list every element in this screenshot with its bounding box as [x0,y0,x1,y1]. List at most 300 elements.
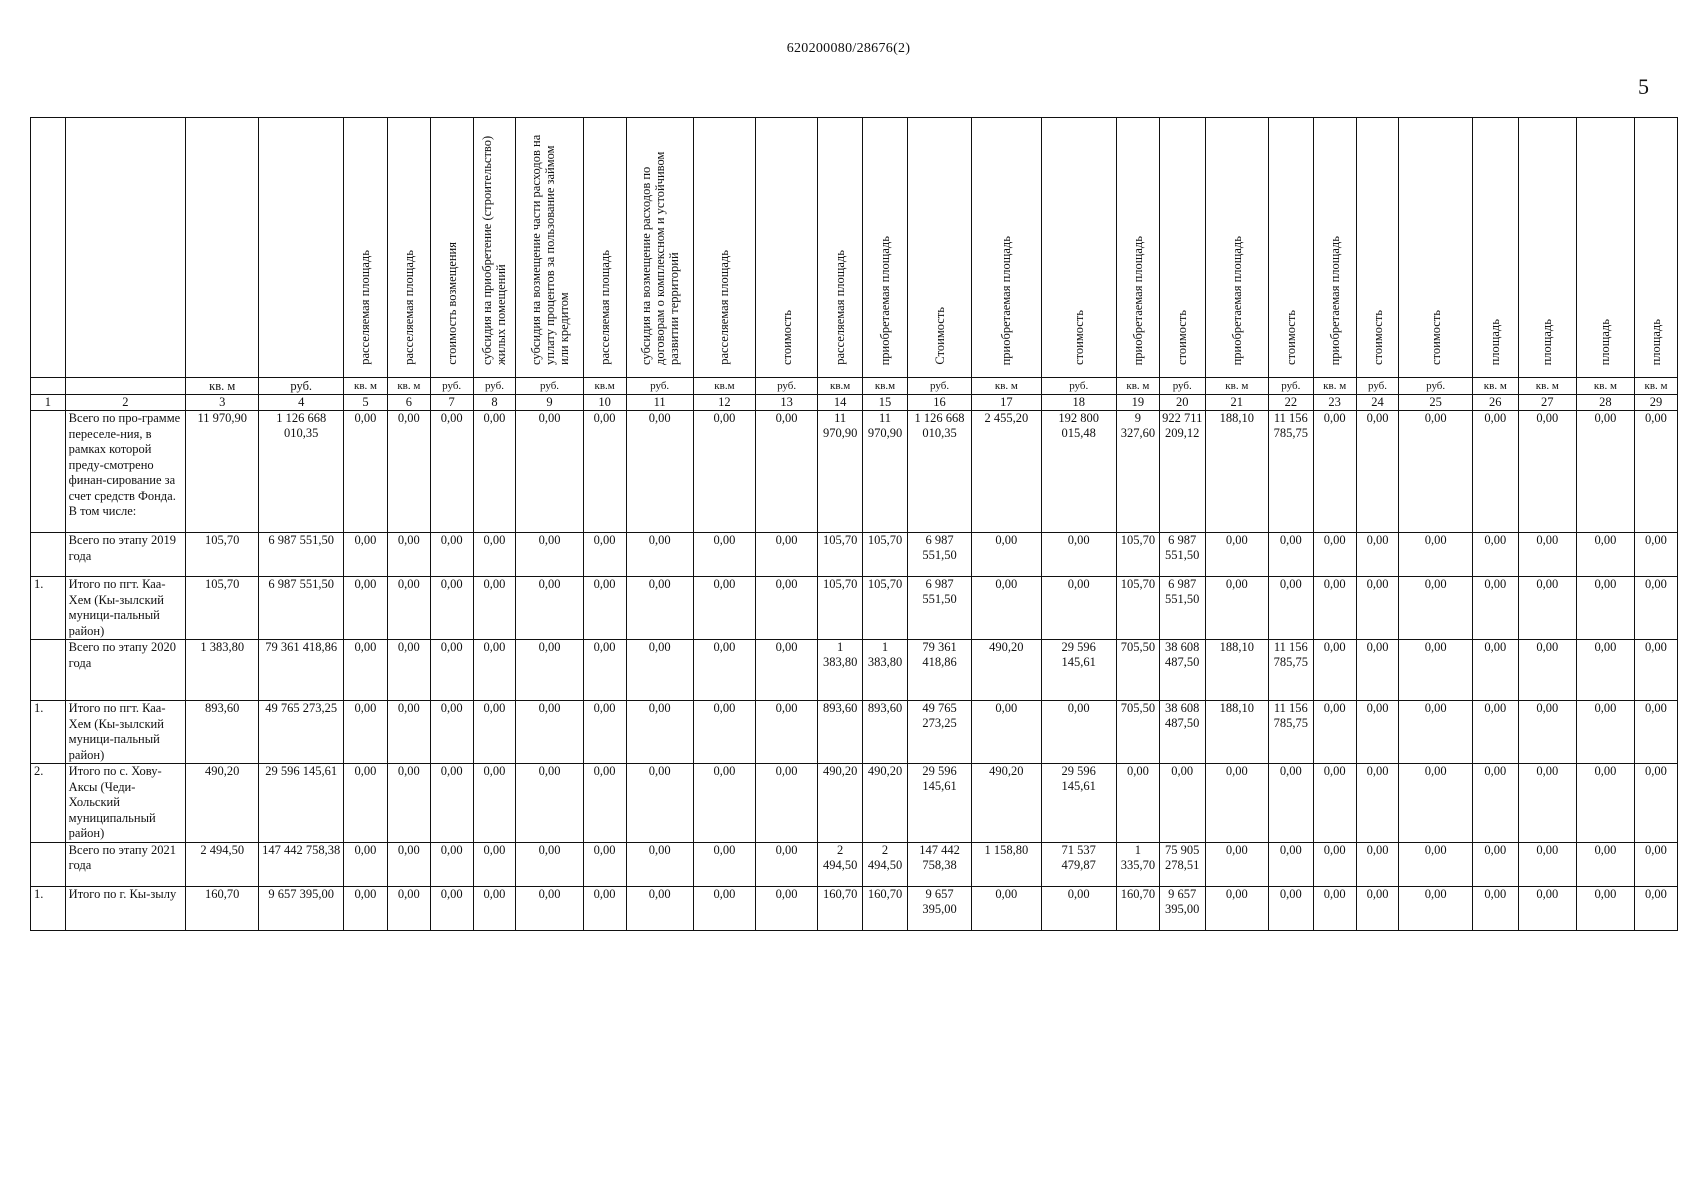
column-header-label: приобретаемая площадь [1327,235,1342,365]
table-cell: 0,00 [756,842,818,886]
table-cell: 105,70 [863,533,908,577]
unit-cell: руб. [259,378,344,395]
table-cell: 0,00 [473,411,516,533]
table-cell: 38 608 487,50 [1159,640,1205,701]
unit-cell: руб. [1399,378,1472,395]
table-cell: 0,00 [516,411,583,533]
table-cell: 2 494,50 [818,842,863,886]
column-number-cell: 22 [1268,395,1313,411]
row-description-cell: Всего по про-грамме переселе-ния, в рамках которой преду-смотрено финан-сирование за счет средств Фонда. В том числе: [65,411,185,533]
table-cell: 0,00 [387,533,430,577]
table-cell: 0,00 [1472,764,1518,843]
column-number-cell: 9 [516,395,583,411]
table-cell: 0,00 [1634,701,1677,764]
column-header-cell [1634,118,1677,378]
column-header-label: приобретаемая площадь [1229,235,1244,365]
table-cell: 0,00 [516,842,583,886]
table-row [31,701,1678,764]
column-number-row [31,395,1678,411]
row-number-cell [31,533,66,577]
column-header-label: субсидия на приобретение (строительство) жилых помещений [480,135,509,365]
table-cell: 0,00 [1518,411,1576,533]
table-cell: 160,70 [1116,886,1159,930]
column-header-label: стоимость [1283,310,1298,365]
unit-cell: руб. [1041,378,1116,395]
table-cell: 0,00 [473,533,516,577]
table-cell: 0,00 [1399,842,1472,886]
table-cell: 0,00 [344,886,388,930]
table-cell: 0,00 [626,701,693,764]
table-cell: 0,00 [583,842,626,886]
table-cell: 1 335,70 [1116,842,1159,886]
unit-cell: кв. м [1634,378,1677,395]
table-cell: 0,00 [756,701,818,764]
table-cell: 0,00 [1268,886,1313,930]
column-number-cell: 12 [693,395,755,411]
table-cell: 0,00 [344,764,388,843]
table-cell: 188,10 [1205,411,1268,533]
table-cell: 49 765 273,25 [907,701,971,764]
table-cell: 0,00 [1268,577,1313,640]
table-cell: 0,00 [1634,533,1677,577]
row-description-cell: Всего по этапу 2019 года [65,533,185,577]
document-number: 620200080/28676(2) [786,41,911,56]
table-cell: 0,00 [473,701,516,764]
column-header-label: расселяемая площадь [717,250,732,365]
table-cell: 0,00 [1576,533,1634,577]
table-cell: 893,60 [186,701,259,764]
table-cell: 0,00 [583,640,626,701]
column-header-label: площадь [1488,318,1503,365]
column-number-cell: 7 [430,395,473,411]
column-number-cell: 27 [1518,395,1576,411]
table-cell: 0,00 [626,764,693,843]
table-cell: 160,70 [818,886,863,930]
table-cell: 0,00 [583,764,626,843]
column-header-cell [259,118,344,378]
table-cell: 0,00 [1399,886,1472,930]
table-row [31,764,1678,843]
column-header-cell [1356,118,1399,378]
table-cell: 0,00 [516,640,583,701]
column-header-cell [430,118,473,378]
unit-cell [65,378,185,395]
table-cell: 0,00 [1634,842,1677,886]
column-number-cell: 23 [1313,395,1356,411]
table-cell: 0,00 [1472,842,1518,886]
column-header-cell [1472,118,1518,378]
table-cell: 0,00 [1576,842,1634,886]
row-description-cell: Итого по пгт. Каа-Хем (Кы-зылский муници-пальный район) [65,701,185,764]
table-cell: 1 383,80 [818,640,863,701]
unit-cell: руб. [430,378,473,395]
row-description-cell: Всего по этапу 2021 года [65,842,185,886]
unit-cell: кв. м [186,378,259,395]
table-cell: 105,70 [1116,577,1159,640]
table-cell: 0,00 [1313,640,1356,701]
table-cell: 0,00 [1576,411,1634,533]
column-header-cell [1041,118,1116,378]
table-cell: 0,00 [1313,886,1356,930]
table-cell: 0,00 [430,886,473,930]
column-number-cell: 3 [186,395,259,411]
table-cell: 0,00 [1634,640,1677,701]
table-cell: 11 156 785,75 [1268,701,1313,764]
table-cell: 0,00 [1399,640,1472,701]
table-cell: 0,00 [344,533,388,577]
table-cell: 75 905 278,51 [1159,842,1205,886]
table-cell: 147 442 758,38 [259,842,344,886]
table-cell: 0,00 [430,640,473,701]
table-cell: 0,00 [344,701,388,764]
table-cell: 0,00 [1205,533,1268,577]
table-cell: 1 126 668 010,35 [907,411,971,533]
column-number-cell: 11 [626,395,693,411]
table-cell: 0,00 [430,577,473,640]
table-cell: 0,00 [1268,533,1313,577]
column-number-cell: 13 [756,395,818,411]
table-cell: 0,00 [1576,886,1634,930]
table-cell: 105,70 [818,577,863,640]
table-cell: 0,00 [516,886,583,930]
table-cell: 0,00 [1356,533,1399,577]
table-cell: 11 156 785,75 [1268,411,1313,533]
table-cell: 0,00 [756,533,818,577]
table-cell: 0,00 [972,886,1041,930]
unit-cell: кв. м [387,378,430,395]
column-header-label: приобретаемая площадь [999,235,1014,365]
table-cell: 0,00 [1472,640,1518,701]
column-header-label: субсидия на возмещение расходов по договорам о комплексном и устойчивом развитии территорий [638,151,681,365]
unit-cell: кв.м [583,378,626,395]
column-header-cell [387,118,430,378]
table-cell: 0,00 [1634,411,1677,533]
table-cell: 2 494,50 [186,842,259,886]
column-number-cell: 21 [1205,395,1268,411]
table-cell: 9 657 395,00 [259,886,344,930]
column-number-cell: 19 [1116,395,1159,411]
column-header-label: приобретаемая площадь [1130,235,1145,365]
table-cell: 0,00 [972,577,1041,640]
table-cell: 0,00 [473,842,516,886]
column-number-cell: 16 [907,395,971,411]
table-cell: 0,00 [387,640,430,701]
table-cell: 49 765 273,25 [259,701,344,764]
table-cell: 0,00 [583,533,626,577]
table-cell: 0,00 [583,701,626,764]
table-cell: 6 987 551,50 [259,533,344,577]
table-cell: 0,00 [1356,764,1399,843]
table-cell: 0,00 [1356,842,1399,886]
table-cell: 188,10 [1205,701,1268,764]
table-cell: 0,00 [626,842,693,886]
table-cell: 0,00 [473,577,516,640]
table-row [31,577,1678,640]
table-cell: 0,00 [1356,577,1399,640]
table-cell: 0,00 [583,886,626,930]
table-cell: 0,00 [626,640,693,701]
table-cell: 0,00 [1576,701,1634,764]
column-header-cell [1576,118,1634,378]
row-number-cell [31,640,66,701]
table-cell: 0,00 [693,577,755,640]
table-cell: 490,20 [863,764,908,843]
column-header-cell [65,118,185,378]
unit-cell: кв. м [344,378,388,395]
column-header-label: площадь [1540,318,1555,365]
table-cell: 6 987 551,50 [907,533,971,577]
unit-cell: кв.м [818,378,863,395]
table-cell: 0,00 [756,577,818,640]
unit-cell [31,378,66,395]
column-number-cell: 4 [259,395,344,411]
row-description-cell: Итого по с. Хову-Аксы (Чеди-Хольский муниципальный район) [65,764,185,843]
column-number-cell: 24 [1356,395,1399,411]
unit-cell: кв. м [1205,378,1268,395]
column-number-cell: 15 [863,395,908,411]
table-cell: 893,60 [863,701,908,764]
table-cell: 0,00 [430,701,473,764]
table-cell: 490,20 [818,764,863,843]
table-cell: 893,60 [818,701,863,764]
column-number-cell: 14 [818,395,863,411]
table-cell: 0,00 [430,533,473,577]
table-cell: 105,70 [818,533,863,577]
column-number-cell: 17 [972,395,1041,411]
table-cell: 0,00 [1576,640,1634,701]
row-number-cell [31,411,66,533]
column-number-cell: 10 [583,395,626,411]
table-cell: 160,70 [863,886,908,930]
table-cell: 0,00 [693,533,755,577]
table-cell: 0,00 [387,577,430,640]
table-cell: 490,20 [972,764,1041,843]
column-header-cell [583,118,626,378]
table-cell: 38 608 487,50 [1159,701,1205,764]
table-cell: 0,00 [1472,701,1518,764]
table-cell: 0,00 [693,640,755,701]
row-description-cell: Всего по этапу 2020 года [65,640,185,701]
table-cell: 0,00 [972,701,1041,764]
table-cell: 0,00 [1041,577,1116,640]
table-cell: 0,00 [1472,886,1518,930]
column-header-label: расселяемая площадь [833,250,848,365]
table-cell: 2 455,20 [972,411,1041,533]
table-cell: 0,00 [516,701,583,764]
table-cell: 0,00 [387,701,430,764]
table-cell: 0,00 [1356,640,1399,701]
column-header-label: стоимость [1071,310,1086,365]
table-cell: 0,00 [626,533,693,577]
row-number-cell: 1. [31,577,66,640]
table-cell: 0,00 [693,764,755,843]
table-cell: 0,00 [344,577,388,640]
table-cell: 490,20 [972,640,1041,701]
table-cell: 147 442 758,38 [907,842,971,886]
row-description-cell: Итого по г. Кы-зылу [65,886,185,930]
table-cell: 29 596 145,61 [1041,640,1116,701]
column-header-row [31,118,1678,378]
table-cell: 0,00 [756,764,818,843]
row-number-cell: 1. [31,701,66,764]
table-cell: 0,00 [1313,842,1356,886]
column-header-label: стоимость [1370,310,1385,365]
table-cell: 105,70 [863,577,908,640]
unit-cell: руб. [473,378,516,395]
table-cell: 0,00 [387,411,430,533]
table-cell: 0,00 [1313,411,1356,533]
column-header-cell [818,118,863,378]
column-header-label: расселяемая площадь [597,250,612,365]
table-cell: 1 383,80 [863,640,908,701]
table-cell: 11 970,90 [863,411,908,533]
table-cell: 0,00 [473,886,516,930]
table-cell: 2 494,50 [863,842,908,886]
table-cell: 6 987 551,50 [1159,533,1205,577]
table-cell: 0,00 [1634,886,1677,930]
table-row [31,886,1678,930]
column-header-cell [1313,118,1356,378]
table-cell: 0,00 [1041,886,1116,930]
column-header-label: Стоимость [932,307,947,365]
table-cell: 0,00 [344,411,388,533]
table-cell: 705,50 [1116,640,1159,701]
table-cell: 0,00 [1518,640,1576,701]
table-cell: 192 800 015,48 [1041,411,1116,533]
table-cell: 29 596 145,61 [1041,764,1116,843]
table-cell: 0,00 [1356,886,1399,930]
column-header-cell [626,118,693,378]
column-number-cell: 26 [1472,395,1518,411]
table-cell: 0,00 [516,577,583,640]
table-cell: 0,00 [1313,577,1356,640]
table-row [31,842,1678,886]
table-cell: 0,00 [430,842,473,886]
table-cell: 0,00 [626,886,693,930]
unit-cell: кв. м [1472,378,1518,395]
resettlement-table [30,117,1678,931]
column-number-cell: 2 [65,395,185,411]
table-cell: 11 156 785,75 [1268,640,1313,701]
table-cell: 0,00 [1399,411,1472,533]
unit-cell: кв. м [1313,378,1356,395]
table-cell: 490,20 [186,764,259,843]
column-header-cell [473,118,516,378]
column-header-cell [756,118,818,378]
column-number-cell: 18 [1041,395,1116,411]
unit-cell: руб. [1356,378,1399,395]
table-cell: 0,00 [693,701,755,764]
table-cell: 0,00 [583,577,626,640]
unit-cell: кв. м [1576,378,1634,395]
table-cell: 0,00 [1356,411,1399,533]
table-cell: 105,70 [186,577,259,640]
table-cell: 0,00 [1518,842,1576,886]
table-cell: 705,50 [1116,701,1159,764]
table-cell: 0,00 [1399,577,1472,640]
table-cell: 29 596 145,61 [907,764,971,843]
column-header-cell [344,118,388,378]
table-cell: 0,00 [1205,886,1268,930]
table-cell: 0,00 [756,411,818,533]
unit-cell: руб. [907,378,971,395]
unit-cell: кв. м [1518,378,1576,395]
table-cell: 105,70 [1116,533,1159,577]
table-cell: 0,00 [1399,533,1472,577]
table-cell: 0,00 [1116,764,1159,843]
table-cell: 9 327,60 [1116,411,1159,533]
table-cell: 0,00 [693,411,755,533]
column-header-cell [1268,118,1313,378]
table-cell: 160,70 [186,886,259,930]
table-cell: 0,00 [1518,577,1576,640]
table-cell: 0,00 [1518,764,1576,843]
unit-cell: руб. [1268,378,1313,395]
table-cell: 0,00 [1205,764,1268,843]
table-cell: 0,00 [1041,533,1116,577]
table-cell: 1 383,80 [186,640,259,701]
table-cell: 0,00 [756,886,818,930]
table-cell: 922 711 209,12 [1159,411,1205,533]
table-cell: 0,00 [344,842,388,886]
column-header-cell [1116,118,1159,378]
table-cell: 0,00 [473,640,516,701]
table-cell: 0,00 [516,764,583,843]
table-row [31,533,1678,577]
column-header-label: расселяемая площадь [401,250,416,365]
table-cell: 0,00 [516,533,583,577]
column-header-label: стоимость возмещения [444,242,459,365]
column-header-cell [907,118,971,378]
table-cell: 0,00 [1634,764,1677,843]
table-cell: 79 361 418,86 [259,640,344,701]
table-cell: 0,00 [1399,764,1472,843]
table-cell: 9 657 395,00 [1159,886,1205,930]
table-cell: 0,00 [1576,764,1634,843]
table-cell: 0,00 [1313,764,1356,843]
unit-cell: кв. м [972,378,1041,395]
unit-cell: кв. м [1116,378,1159,395]
table-cell: 0,00 [972,533,1041,577]
table-cell: 0,00 [583,411,626,533]
table-cell: 0,00 [693,886,755,930]
table-cell: 6 987 551,50 [259,577,344,640]
table-cell: 71 537 479,87 [1041,842,1116,886]
column-header-cell [31,118,66,378]
table-cell: 0,00 [473,764,516,843]
table-cell: 6 987 551,50 [1159,577,1205,640]
table-cell: 0,00 [1159,764,1205,843]
column-number-cell: 1 [31,395,66,411]
table-cell: 0,00 [1268,842,1313,886]
table-cell: 0,00 [1268,764,1313,843]
column-number-cell: 6 [387,395,430,411]
row-description-cell: Итого по пгт. Каа-Хем (Кы-зылский муници-пальный район) [65,577,185,640]
table-cell: 0,00 [344,640,388,701]
table-cell: 0,00 [1518,701,1576,764]
table-cell: 0,00 [1472,533,1518,577]
unit-cell: руб. [756,378,818,395]
table-cell: 0,00 [387,764,430,843]
unit-cell: руб. [626,378,693,395]
page-number: 5 [1638,74,1649,99]
table-cell: 9 657 395,00 [907,886,971,930]
table-cell: 0,00 [430,764,473,843]
column-number-cell: 25 [1399,395,1472,411]
table-cell: 0,00 [1518,533,1576,577]
table-cell: 0,00 [693,842,755,886]
unit-cell: руб. [516,378,583,395]
